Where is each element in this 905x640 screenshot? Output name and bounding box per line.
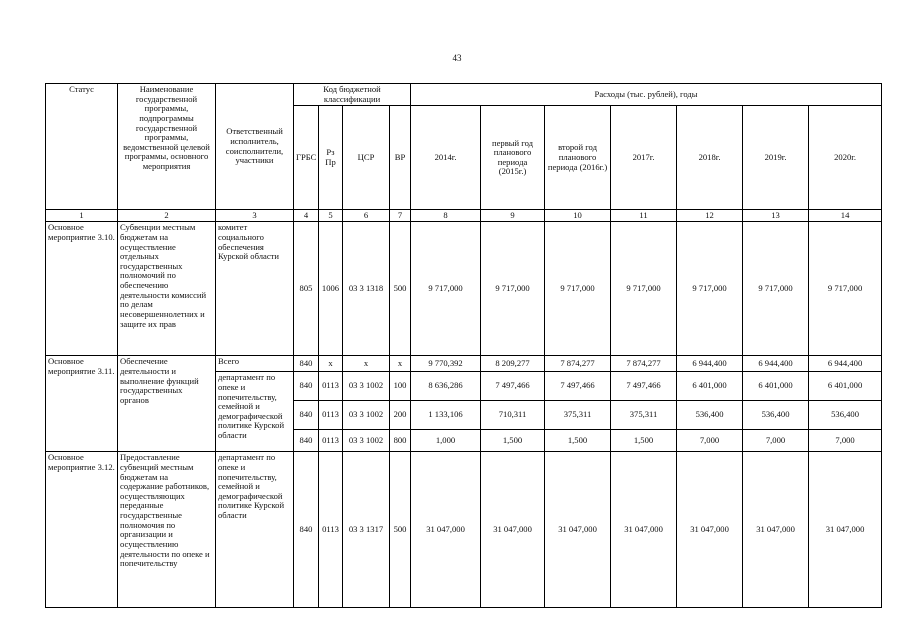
row-status: Основное мероприятие 3.10. xyxy=(46,222,118,356)
table-row xyxy=(46,452,882,608)
cell-2020: 31 047,000 xyxy=(809,452,882,608)
column-number: 10 xyxy=(545,210,611,222)
cell-csr: x xyxy=(343,356,390,372)
column-number: 5 xyxy=(319,210,343,222)
row-responsible-total: Всего xyxy=(216,356,294,372)
cell-2020: 6 944,400 xyxy=(809,356,882,372)
cell-2019: 536,400 xyxy=(743,401,809,430)
header-status: Статус xyxy=(46,84,118,210)
cell-grbs: 840 xyxy=(294,452,319,608)
cell-2019: 9 717,000 xyxy=(743,222,809,356)
cell-2015: 31 047,000 xyxy=(481,452,545,608)
cell-csr: 03 3 1318 xyxy=(343,222,390,356)
header-responsible: Ответственный исполнитель, соисполнители, участники xyxy=(216,84,294,210)
cell-2014: 1,000 xyxy=(411,430,481,452)
cell-2014: 9 717,000 xyxy=(411,222,481,356)
header-expenses: Расходы (тыс. рублей), годы xyxy=(411,84,882,106)
cell-2018: 7,000 xyxy=(677,430,743,452)
column-number: 6 xyxy=(343,210,390,222)
cell-2016: 31 047,000 xyxy=(545,452,611,608)
cell-csr: 03 3 1002 xyxy=(343,430,390,452)
header-budget-code: Код бюджетной классификации xyxy=(294,84,411,106)
cell-2019: 31 047,000 xyxy=(743,452,809,608)
header-2016: второй год планового периода (2016г.) xyxy=(545,106,611,210)
cell-2014: 1 133,106 xyxy=(411,401,481,430)
cell-2016: 7 874,277 xyxy=(545,356,611,372)
cell-rzpr: 0113 xyxy=(319,452,343,608)
cell-2015: 710,311 xyxy=(481,401,545,430)
column-number: 7 xyxy=(390,210,411,222)
row-status: Основное мероприятие 3.12. xyxy=(46,452,118,608)
cell-rzpr: 0113 xyxy=(319,430,343,452)
cell-2014: 31 047,000 xyxy=(411,452,481,608)
cell-2016: 7 497,466 xyxy=(545,372,611,401)
cell-rzpr: 1006 xyxy=(319,222,343,356)
cell-vr: 100 xyxy=(390,372,411,401)
cell-grbs: 805 xyxy=(294,222,319,356)
header-vr: ВР xyxy=(390,106,411,210)
row-name: Субвенции местным бюджетам на осуществление отдельных государственных полномочий по обеспечению деятельности комиссий по делам несовершеннолетних и защите их прав xyxy=(118,222,216,356)
row-responsible: департамент по опеке и попечительству, семейной и демографической политике Курской области xyxy=(216,372,294,452)
column-number: 2 xyxy=(118,210,216,222)
cell-2015: 7 497,466 xyxy=(481,372,545,401)
cell-vr: 500 xyxy=(390,452,411,608)
cell-2017: 375,311 xyxy=(611,401,677,430)
column-number: 14 xyxy=(809,210,882,222)
cell-2018: 31 047,000 xyxy=(677,452,743,608)
page-number: 43 xyxy=(452,53,462,63)
header-2015: первый год планового периода (2015г.) xyxy=(481,106,545,210)
column-number-row xyxy=(46,210,882,222)
header-2014: 2014г. xyxy=(411,106,481,210)
cell-2014: 9 770,392 xyxy=(411,356,481,372)
header-2020: 2020г. xyxy=(809,106,882,210)
table-row xyxy=(46,356,882,372)
cell-csr: 03 3 1002 xyxy=(343,401,390,430)
cell-csr: 03 3 1317 xyxy=(343,452,390,608)
column-number: 8 xyxy=(411,210,481,222)
header-csr: ЦСР xyxy=(343,106,390,210)
header-rzpr: Рз Пр xyxy=(319,106,343,210)
column-number: 9 xyxy=(481,210,545,222)
header-2019: 2019г. xyxy=(743,106,809,210)
cell-2020: 9 717,000 xyxy=(809,222,882,356)
cell-2014: 8 636,286 xyxy=(411,372,481,401)
cell-2018: 9 717,000 xyxy=(677,222,743,356)
cell-2017: 1,500 xyxy=(611,430,677,452)
cell-2018: 536,400 xyxy=(677,401,743,430)
cell-rzpr: 0113 xyxy=(319,372,343,401)
cell-2019: 6 401,000 xyxy=(743,372,809,401)
cell-2015: 9 717,000 xyxy=(481,222,545,356)
header-2017: 2017г. xyxy=(611,106,677,210)
cell-2017: 7 497,466 xyxy=(611,372,677,401)
cell-grbs: 840 xyxy=(294,430,319,452)
column-number: 13 xyxy=(743,210,809,222)
column-number: 4 xyxy=(294,210,319,222)
budget-table xyxy=(45,83,882,608)
cell-2019: 7,000 xyxy=(743,430,809,452)
header-2018: 2018г. xyxy=(677,106,743,210)
cell-2016: 9 717,000 xyxy=(545,222,611,356)
column-number: 12 xyxy=(677,210,743,222)
row-status: Основное мероприятие 3.11. xyxy=(46,356,118,452)
header-grbs: ГРБС xyxy=(294,106,319,210)
cell-grbs: 840 xyxy=(294,372,319,401)
column-number: 3 xyxy=(216,210,294,222)
cell-rzpr: 0113 xyxy=(319,401,343,430)
cell-2019: 6 944,400 xyxy=(743,356,809,372)
row-name: Обеспечение деятельности и выполнение функций государственных органов xyxy=(118,356,216,452)
column-number: 1 xyxy=(46,210,118,222)
cell-2017: 31 047,000 xyxy=(611,452,677,608)
cell-grbs: 840 xyxy=(294,356,319,372)
cell-2016: 1,500 xyxy=(545,430,611,452)
cell-2015: 8 209,277 xyxy=(481,356,545,372)
header-name: Наименование государственной программы, подпрограммы государственной программы, ведомственной целевой программы, основного мероприятия xyxy=(118,84,216,210)
row-responsible: департамент по опеке и попечительству, семейной и демографической политике Курской области xyxy=(216,452,294,608)
cell-2018: 6 401,000 xyxy=(677,372,743,401)
cell-2015: 1,500 xyxy=(481,430,545,452)
cell-vr: 800 xyxy=(390,430,411,452)
cell-vr: x xyxy=(390,356,411,372)
cell-vr: 200 xyxy=(390,401,411,430)
row-responsible: комитет социального обеспечения Курской области xyxy=(216,222,294,356)
cell-vr: 500 xyxy=(390,222,411,356)
cell-rzpr: x xyxy=(319,356,343,372)
cell-2017: 9 717,000 xyxy=(611,222,677,356)
column-number: 11 xyxy=(611,210,677,222)
cell-2020: 6 401,000 xyxy=(809,372,882,401)
cell-2016: 375,311 xyxy=(545,401,611,430)
cell-grbs: 840 xyxy=(294,401,319,430)
cell-csr: 03 3 1002 xyxy=(343,372,390,401)
table-row xyxy=(46,222,882,356)
cell-2020: 536,400 xyxy=(809,401,882,430)
cell-2017: 7 874,277 xyxy=(611,356,677,372)
cell-2018: 6 944,400 xyxy=(677,356,743,372)
row-name: Предоставление субвенций местным бюджетам на содержание работников, осуществляющих переданные государственные полномочия по организации и осуществлению деятельности по опеке и попечительству xyxy=(118,452,216,608)
cell-2020: 7,000 xyxy=(809,430,882,452)
